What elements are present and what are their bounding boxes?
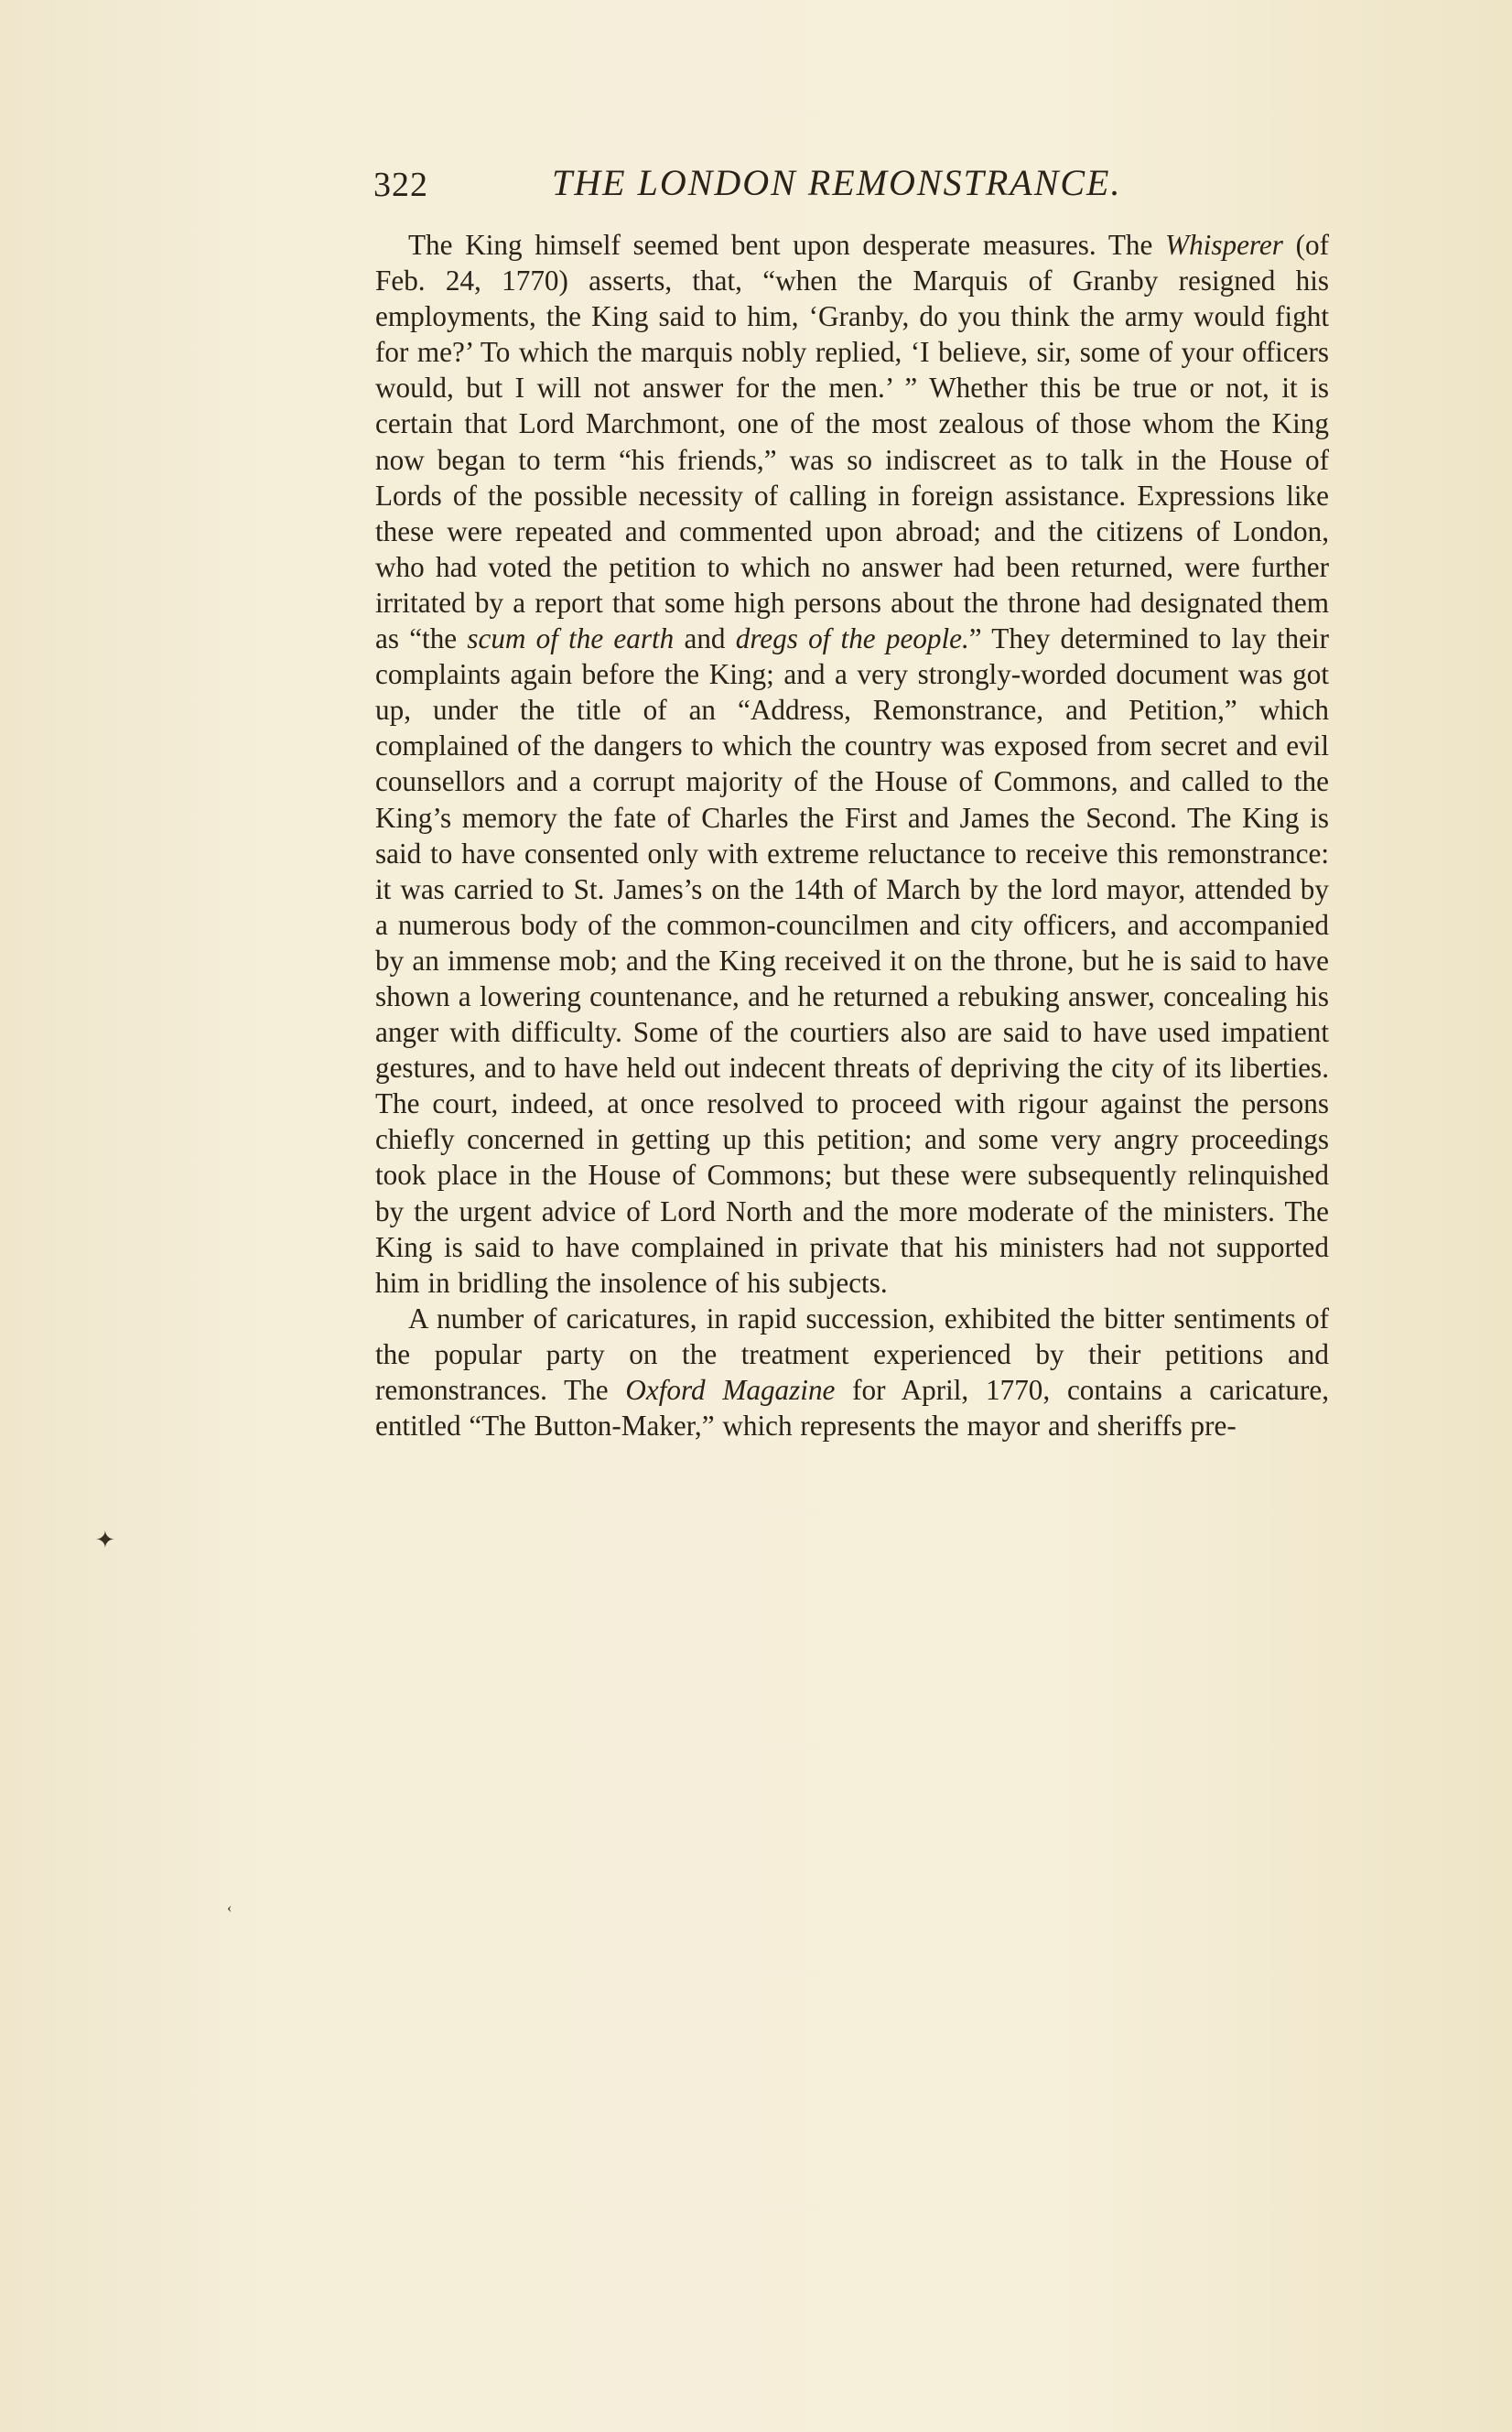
running-title: THE LONDON REMONSTRANCE. [552, 162, 1122, 203]
italic-quote: dregs of the people. [735, 622, 969, 655]
body-text [375, 227, 1329, 1443]
page-number: 322 [373, 166, 428, 204]
paragraph: The King himself seemed bent upon desperate measures. The Whisperer (of Feb. 24, 1770) asserts, that, “when the Marquis of Granby resigned his employments, the King said to him, ‘Granby, do you think the army would fight for me?’ To which the marquis nobly replied, ‘I believe, sir, some of your officers would, but I will not answer for the men.’ ” Whether this be true or not, it is certain that Lord Marchmont, one of the most zealous of those whom the King now began to term “his friends,” was so indiscreet as to talk in the House of Lords of the possible necessity of calling in foreign assistance. Expressions like these were repeated and commented upon abroad; and the citizens of London, who had voted the petition to which no answer had been returned, were further irritated by a report that some high persons about the throne had designated them as “the scum of the earth and dregs of the people.” They determined to lay their complaints again before the King; and a very strongly-worded document was got up, under the title of an “Address, Remonstrance, and Petition,” which complained of the dangers to which the country was exposed from secret and evil counsellors and a corrupt majority of the House of Commons, and called to the King’s memory the fate of Charles the First and James the Second. The King is said to have consented only with extreme reluctance to receive this remonstrance: it was carried to St. James’s on the 14th of March by the lord mayor, attended by a numerous body of the common-councilmen and city officers, and accompanied by an immense mob; and the King received it on the throne, but he is said to have shown a lowering countenance, and he returned a rebuking answer, concealing his anger with difficulty. Some of the courtiers also are said to have used impatient gestures, and to have held out indecent threats of depriving the city of its liberties. The court, indeed, at once resolved to proceed with rigour against the persons chiefly concerned in getting up this petition; and some very angry proceedings took place in the House of Commons; but these were subsequently relinquished by the urgent advice of Lord North and the more moderate of the ministers. The King is said to have complained in private that his ministers had not supported him in bridling the insolence of his subjects. [375, 229, 1329, 1299]
italic-quote: scum of the earth [467, 622, 675, 655]
ink-speck: ‹ [227, 1900, 232, 1916]
italic-title: Whisperer [1165, 229, 1283, 261]
paragraph: A number of caricatures, in rapid succession, exhibited the bitter sentiments of the popular party on the treatment experienced by their petitions and remonstrances. The Oxford Magazine for April, 1770, contains a caricature, entitled “The Button-Maker,” which represents the mayor and sheriffs pre- [375, 1302, 1329, 1443]
running-head [373, 161, 1336, 212]
italic-title: Oxford Magazine [625, 1374, 836, 1406]
ink-mark: ✦ [95, 1527, 115, 1553]
